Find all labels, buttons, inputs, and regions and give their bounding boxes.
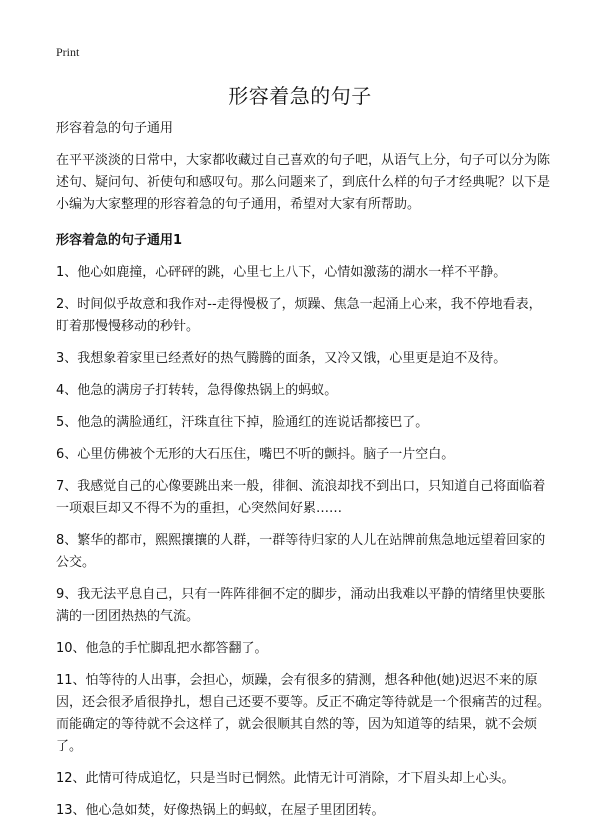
list-item: 2、时间似乎故意和我作对--走得慢极了，烦躁、焦急一起涌上心来，我不停地看表，盯着那慢慢移动的秒针。 [56,297,542,334]
list-item: 9、我无法平息自己，只有一阵阵徘徊不定的脚步，涌动出我难以平静的情绪里快要胀满的一团团热热的气流。 [56,587,546,624]
list-item: 3、我想象着家里已经煮好的热气腾腾的面条，又冷又饿，心里更是迫不及待。 [56,351,507,366]
list-item: 8、繁华的都市，熙熙攘攘的人群，一群等待归家的人儿在站牌前焦急地远望着回家的公交。 [56,533,546,570]
article-subtitle: 形容着急的句子通用 [56,121,174,136]
article-body [56,118,552,832]
print-link[interactable]: Print [56,45,80,59]
list-item: 10、他急的手忙脚乱把水都答翻了。 [56,641,268,656]
list-item: 5、他急的满脸通红，汗珠直往下掉，脸通红的连说话都接巴了。 [56,415,429,430]
list-item: 11、怕等待的人出事，会担心，烦躁，会有很多的猜测，想各种他(她)迟迟不来的原因，还会很矛盾很挣扎，想自己还要不要等。反正不确定等待就是一个很痛苦的过程。而能确定的等待就不会这样了，就会很顺其自然的等，因为知道等的结果，就不会烦了。 [56,673,551,754]
page-title: 形容着急的句子 [228,84,372,108]
list-item: 7、我感觉自己的心像要跳出来一般，徘徊、流浪却找不到出口，只知道自己将面临着一项艰巨却又不得不为的重担，心突然间好累…… [56,479,546,516]
list-item: 6、心里仿佛被个无形的大石压住，嘴巴不听的颤抖。脑子一片空白。 [56,447,455,462]
list-item: 1、他心如鹿撞，心砰砰的跳，心里七上八下，心情如激荡的湖水一样不平静。 [56,265,507,280]
section-heading: 形容着急的句子通用1 [56,233,183,248]
list-item: 12、此情可待成追忆，只是当时已惘然。此情无计可消除，才下眉头却上心头。 [56,771,515,786]
list-item: 13、他心急如焚，好像热锅上的蚂蚁，在屋子里团团转。 [56,803,385,818]
list-item: 4、他急的满房子打转转，急得像热锅上的蚂蚁。 [56,383,338,398]
intro-paragraph: 在平平淡淡的日常中，大家都收藏过自己喜欢的句子吧，从语气上分，句子可以分为陈述句、疑问句、祈使句和感叹句。那么问题来了，到底什么样的句子才经典呢？以下是小编为大家整理的形容着急的句子通用，希望对大家有所帮助。 [56,153,551,212]
